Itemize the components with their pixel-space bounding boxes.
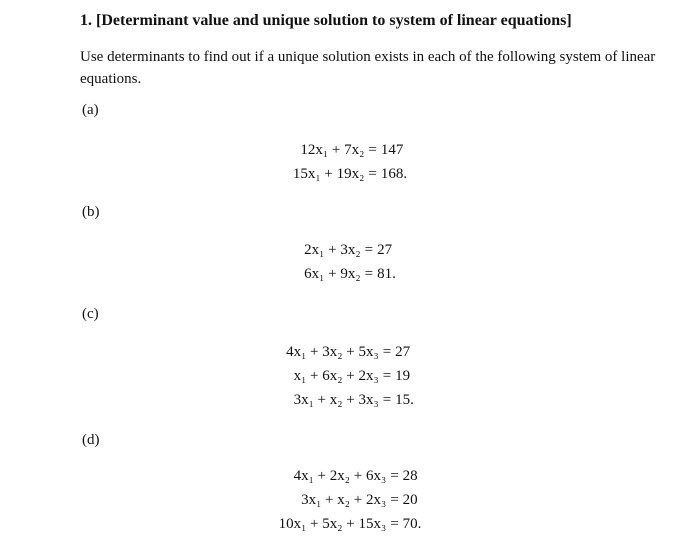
equation-lhs: 4x₁ + 2x₂ + 6x₃ (293, 468, 387, 484)
equation-equals: = (390, 492, 399, 508)
part-c-system (0, 340, 700, 412)
equation-lhs: x₁ + 6x₂ + 2x₃ (293, 368, 379, 384)
equation-equals: = (368, 142, 377, 158)
equation-lhs: 2x₁ + 3x₂ (304, 242, 361, 258)
equation-rhs: 27 (377, 242, 393, 258)
part-b-system (0, 238, 700, 286)
equation-lhs: 12x₁ + 7x₂ (300, 142, 365, 158)
equation-rhs: 19 (395, 368, 411, 384)
equation-equals: = (382, 368, 392, 384)
part-c-label: (c) (82, 306, 99, 322)
problem-title: 1. [Determinant value and unique solution to system of linear equations] (80, 12, 572, 29)
equation-equals: = (390, 516, 399, 532)
problem-instructions: Use determinants to find out if a unique solution exists in each of the following system of linear equations. (80, 49, 656, 87)
equation-equals: = (364, 266, 374, 282)
equation-equals: = (382, 344, 392, 360)
part-b-label: (b) (82, 204, 100, 220)
part-d-system (0, 464, 700, 536)
equation-lhs: 4x₁ + 3x₂ + 5x₃ (286, 344, 379, 360)
equation-rhs: 147 (380, 142, 404, 158)
equation-lhs: 3x₁ + x₂ + 2x₃ (301, 492, 387, 508)
equation-rhs: 20 (402, 492, 418, 508)
equation-equals: = (364, 242, 374, 258)
equation-lhs: 3x₁ + x₂ + 3x₃ (293, 392, 379, 408)
part-a-system (0, 138, 700, 186)
equation-rhs: 70. (402, 516, 422, 532)
equation-equals: = (382, 392, 392, 408)
equation-rhs: 15. (395, 392, 414, 408)
part-a-label: (a) (82, 102, 99, 118)
equation-equals: = (390, 468, 399, 484)
part-d-label: (d) (82, 432, 100, 448)
equation-rhs: 81. (377, 266, 396, 282)
equation-rhs: 168. (380, 166, 408, 182)
equation-lhs: 15x₁ + 19x₂ (292, 166, 365, 182)
equation-lhs: 10x₁ + 5x₂ + 15x₃ (278, 516, 387, 532)
equation-lhs: 6x₁ + 9x₂ (304, 266, 361, 282)
equation-rhs: 28 (402, 468, 418, 484)
equation-equals: = (368, 166, 377, 182)
equation-rhs: 27 (395, 344, 411, 360)
